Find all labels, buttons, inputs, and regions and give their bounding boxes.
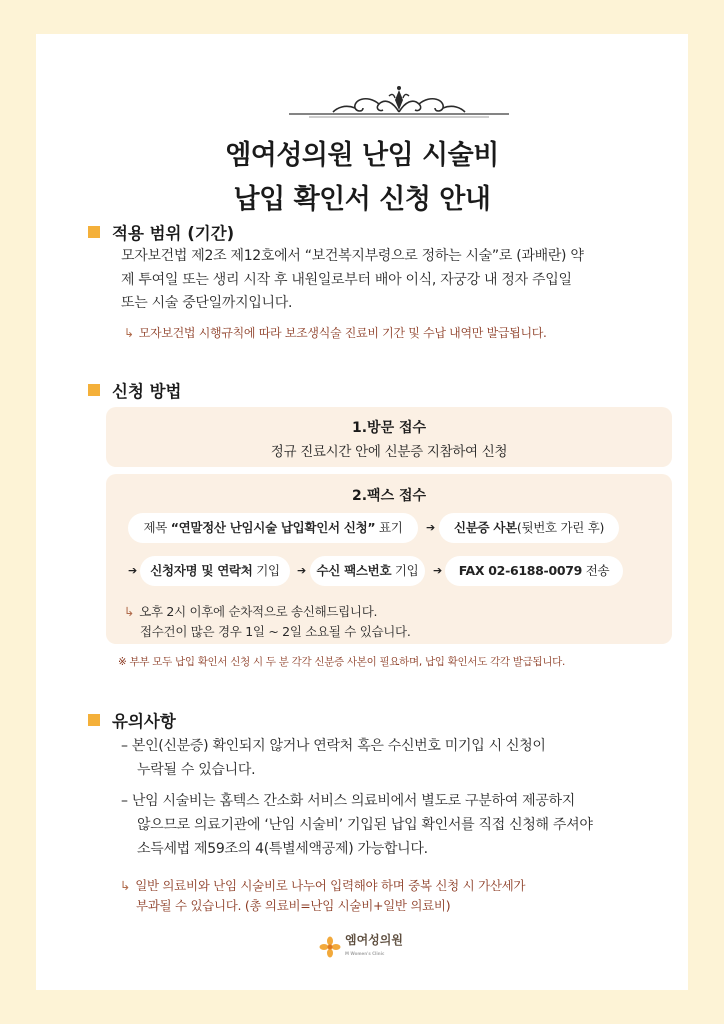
page-title — [36, 134, 688, 222]
caution-line: – 난임 시술비는 홈텍스 간소화 서비스 의료비에서 별도로 구분하여 제공하지 — [121, 793, 575, 809]
scope-heading — [88, 220, 234, 244]
method-heading-text: 신청 방법 — [112, 382, 182, 401]
fax-note-line: 오후 2시 이후에 순차적으로 송신해드립니다. — [139, 604, 378, 619]
fax-step-bold: 신분증 사본 — [453, 520, 517, 535]
caution-line: – 본인(신분증) 확인되지 않거나 연락처 혹은 수신번호 미기입 시 신청이 — [121, 738, 546, 754]
right-arrow-icon: ➔ — [297, 564, 307, 577]
scope-line: 또는 시술 중단일까지입니다. — [121, 295, 293, 311]
square-bullet-icon — [88, 226, 100, 238]
visit-box — [106, 407, 672, 467]
scope-note — [124, 324, 547, 341]
clinic-name-text: 엠여성의원 — [345, 933, 403, 947]
fax-step-text: 표기 — [375, 520, 403, 535]
flower-logo-icon — [319, 936, 341, 958]
clinic-logo — [319, 934, 403, 960]
fax-title: 2.팩스 접수 — [351, 488, 427, 504]
scope-note-text: 모자보건법 시행규칙에 따라 보조생식술 진료비 기간 및 수납 내역만 발급됩니다. — [138, 326, 547, 340]
right-arrow-icon: ➔ — [426, 521, 436, 534]
title-line-2: 납입 확인서 신청 안내 — [233, 184, 491, 215]
fax-step-title — [128, 513, 418, 543]
return-arrow-icon: ↳ — [120, 878, 131, 893]
caution-line: 소득세법 제59조의 4(특별세액공제) 가능합니다. — [137, 841, 428, 857]
fax-step-contact — [140, 556, 290, 586]
fax-step-bold: “연말정산 난임시술 납입확인서 신청” — [170, 520, 376, 535]
clinic-name — [345, 934, 403, 960]
square-bullet-icon — [88, 714, 100, 726]
notice-page — [36, 34, 688, 990]
fax-step-bold: 수신 팩스번호 — [316, 563, 392, 578]
return-arrow-icon: ↳ — [124, 326, 134, 340]
caution-note-line: 부과될 수 있습니다. (총 의료비=난임 시술비+일반 의료비) — [136, 898, 451, 913]
clinic-name-sub: M Women's Clinic — [345, 951, 385, 956]
fax-step-fax-number — [310, 556, 425, 586]
fax-step-text: 전송 — [582, 563, 610, 578]
fax-note — [124, 602, 411, 642]
visit-title: 1.방문 접수 — [351, 420, 427, 436]
fax-step-text: 기입 — [391, 563, 419, 578]
fax-step-id-copy — [439, 513, 619, 543]
scope-heading-text: 적용 범위 (기간) — [112, 224, 235, 243]
right-arrow-icon: ➔ — [128, 564, 138, 577]
fax-step-bold: 신청자명 및 연락처 — [150, 563, 253, 578]
title-line-1: 엠여성의원 난임 시술비 — [225, 140, 499, 171]
scope-body — [121, 245, 661, 316]
fax-step-bold: FAX 02-6188-0079 — [458, 563, 583, 578]
fax-step-send — [445, 556, 623, 586]
fax-step-text: 기입 — [252, 563, 280, 578]
scope-line: 제 투여일 또는 생리 시작 후 내원일로부터 배아 이식, 자궁강 내 정자 주입일 — [121, 271, 572, 288]
caution-item — [121, 734, 681, 782]
method-heading — [88, 378, 182, 402]
decorative-flourish-icon — [289, 84, 509, 126]
method-footnote: ※ 부부 모두 납입 확인서 신청 시 두 분 각각 신분증 사본이 필요하며, 납입 확인서도 각각 발급됩니다. — [118, 656, 566, 668]
scope-line: 모자보건법 제2조 제12호에서 “보건복지부령으로 정하는 시술”로 (과배란) 약 — [121, 248, 584, 264]
square-bullet-icon — [88, 384, 100, 396]
fax-note-line: 접수건이 많은 경우 1일 ~ 2일 소요될 수 있습니다. — [140, 624, 411, 639]
fax-step-text: (뒷번호 가린 후) — [516, 520, 605, 535]
return-arrow-icon: ↳ — [124, 604, 135, 619]
caution-note-line: 일반 의료비와 난임 시술비로 나누어 입력해야 하며 중복 신청 시 가산세가 — [135, 878, 526, 893]
caution-heading-text: 유의사항 — [112, 712, 176, 731]
caution-line: 않으므로 의료기관에 ‘난임 시술비’ 기입된 납입 확인서를 직접 신청해 주셔야 — [137, 817, 593, 833]
caution-note — [120, 876, 525, 916]
visit-desc: 정규 진료시간 안에 신분증 지참하여 신청 — [270, 444, 508, 460]
caution-heading — [88, 708, 176, 732]
caution-line: 누락될 수 있습니다. — [137, 762, 256, 778]
caution-item — [121, 789, 681, 861]
right-arrow-icon: ➔ — [433, 564, 443, 577]
fax-box — [106, 474, 672, 644]
fax-step-text: 제목 — [143, 520, 171, 535]
